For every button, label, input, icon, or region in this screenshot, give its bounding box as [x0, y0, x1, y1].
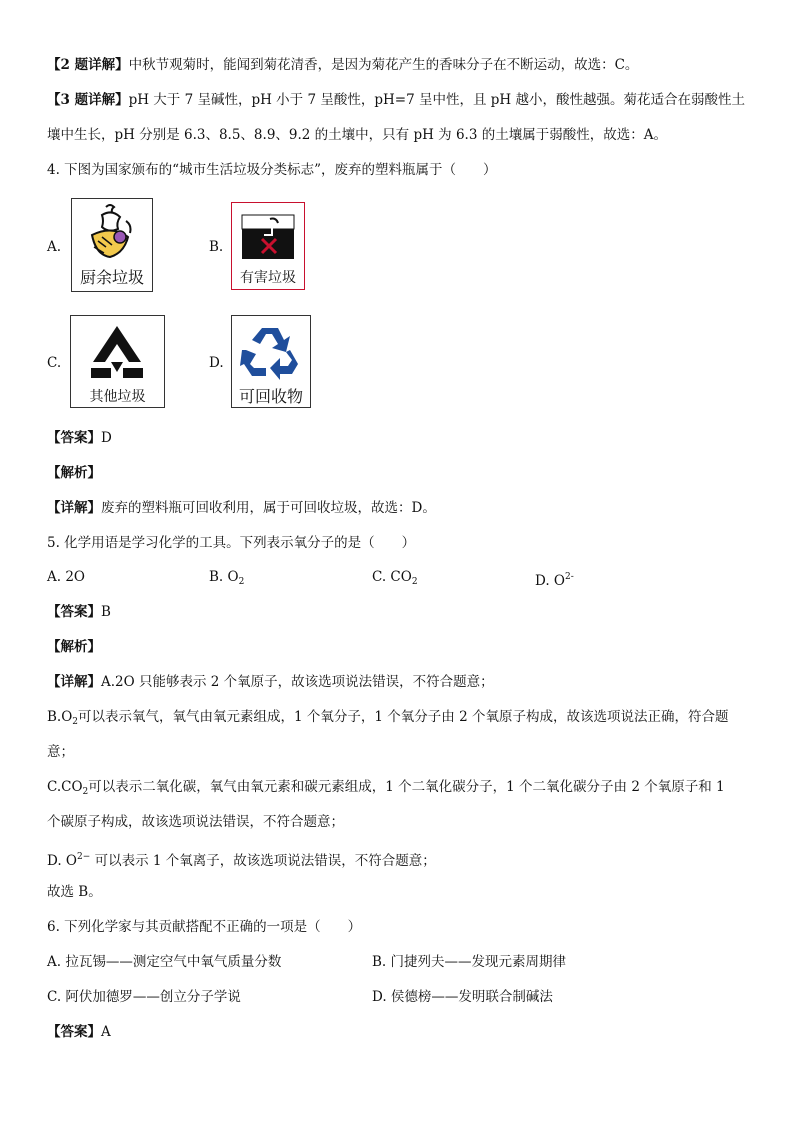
q6-option-a: A. 拉瓦锡——测定空气中氧气质量分数 [47, 954, 282, 970]
q4-option-c-label: C. [47, 355, 62, 371]
q4-option-d-label: D. [209, 355, 224, 371]
q3-detail-cont: 壤中生长，pH 分别是 6.3、8.5、8.9、9.2 的土壤中，只有 pH 为 6.3 的土壤属于弱酸性，故选：A。 [47, 127, 667, 143]
q5-option-b [209, 568, 244, 591]
q3-detail-text: pH 大于 7 呈碱性，pH 小于 7 呈酸性，pH=7 呈中性，且 pH 越小，酸性越强。菊花适合在弱酸性土 [128, 92, 745, 108]
q5-option-c-text: C. CO [372, 569, 412, 585]
q3-detail-tag: 【3 题详解】 [47, 92, 129, 108]
food-waste-icon [72, 201, 152, 265]
q5-detail-b [47, 708, 728, 731]
q5-answer-line [47, 603, 111, 621]
q5-detail-c-cont: 个碳原子构成，故该选项说法错误，不符合题意； [47, 814, 344, 830]
q5-detail-c-prefix: C.CO [47, 779, 83, 795]
q5-detail-d [47, 848, 436, 870]
q5-detail-c-text: 可以表示二氧化碳，氧气由氧元素和碳元素组成，1 个二氧化碳分子，1 个二氧化碳分子由 2 个氧原子和 1 [88, 779, 725, 795]
q4-answer-line [47, 429, 112, 447]
q4-option-b-sign-text: 有害垃圾 [240, 270, 296, 286]
q4-option-a-label: A. [47, 239, 62, 255]
q4-option-a-sign-text: 厨余垃圾 [79, 268, 144, 287]
q5-detail-b-cont: 意； [47, 744, 74, 760]
q5-detail-b-text: 可以表示氧气，氧气由氧元素组成，1 个氧分子，1 个氧分子由 2 个氧原子构成，故该选项说法正确，符合题 [78, 709, 729, 725]
q5-option-d [535, 568, 574, 590]
q4-stem: 4. 下图为国家颁布的“城市生活垃圾分类标志”，废弃的塑料瓶属于（ ） [47, 162, 497, 178]
q4-answer-tag: 【答案】 [47, 430, 101, 446]
q4-option-b-sign [231, 202, 305, 290]
q6-stem: 6. 下列化学家与其贡献搭配不正确的一项是（ ） [47, 919, 362, 935]
recycle-icon [232, 320, 310, 382]
q5-answer: B [101, 604, 111, 620]
q5-conclusion: 故选 B。 [47, 884, 102, 900]
q4-analysis-tag: 【解析】 [47, 465, 101, 481]
q4-option-d-sign-text: 可回收物 [238, 387, 303, 406]
q6-option-c: C. 阿伏加德罗——创立分子学说 [47, 989, 241, 1005]
q5-detail-a [47, 673, 494, 691]
q2-detail-text: 中秋节观菊时，能闻到菊花清香，是因为菊花产生的香味分子在不断运动，故选：C。 [128, 57, 639, 73]
q4-option-c-sign-text: 其他垃圾 [89, 389, 146, 405]
q5-detail-d-prefix: D. O [47, 853, 77, 869]
q5-option-d-text: D. O [535, 573, 565, 589]
q4-option-b-label: B. [209, 239, 224, 255]
q2-detail-tag: 【2 题详解】 [47, 57, 129, 73]
q5-option-c-sub: 2 [411, 577, 418, 587]
q5-detail-b-sub: 2 [72, 717, 79, 727]
q5-option-a: A. 2O [47, 569, 85, 585]
q3-detail-line [47, 91, 745, 109]
other-waste-icon [71, 318, 163, 384]
hazardous-waste-icon [232, 205, 304, 265]
q5-stem: 5. 化学用语是学习化学的工具。下列表示氧分子的是（ ） [47, 535, 416, 551]
q4-answer: D [101, 430, 112, 446]
q4-detail-text: 废弃的塑料瓶可回收利用，属于可回收垃圾，故选：D。 [101, 500, 436, 516]
q4-detail-line [47, 499, 436, 517]
q5-detail-b-prefix: B.O [47, 709, 73, 725]
q5-detail-d-text: 可以表示 1 个氧离子，故该选项说法错误，不符合题意； [90, 853, 436, 869]
q5-detail-c-sub: 2 [82, 787, 89, 797]
q5-detail-tag: 【详解】 [47, 674, 101, 690]
q5-analysis-tag: 【解析】 [47, 639, 101, 655]
q6-option-b: B. 门捷列夫——发现元素周期律 [372, 954, 567, 970]
q4-option-c-sign [70, 315, 165, 408]
q4-option-a-sign [71, 198, 153, 292]
q6-answer-tag: 【答案】 [47, 1024, 101, 1040]
q6-option-d: D. 侯德榜——发明联合制碱法 [372, 989, 553, 1005]
q4-option-d-sign [231, 315, 311, 408]
q5-detail-c [47, 778, 725, 801]
q5-option-b-sub: 2 [238, 577, 245, 587]
q5-detail-d-sup: 2− [77, 852, 91, 862]
q2-detail-line [47, 56, 638, 74]
q5-answer-tag: 【答案】 [47, 604, 101, 620]
q6-answer-line [47, 1023, 111, 1041]
q5-detail-a-text: A.2O 只能够表示 2 个氧原子，故该选项说法错误，不符合题意； [101, 674, 494, 690]
q6-answer: A [101, 1024, 111, 1040]
q5-option-d-sup: 2- [565, 572, 574, 582]
q5-option-b-text: B. O [209, 569, 239, 585]
q5-option-c [372, 568, 418, 591]
q4-detail-tag: 【详解】 [47, 500, 101, 516]
